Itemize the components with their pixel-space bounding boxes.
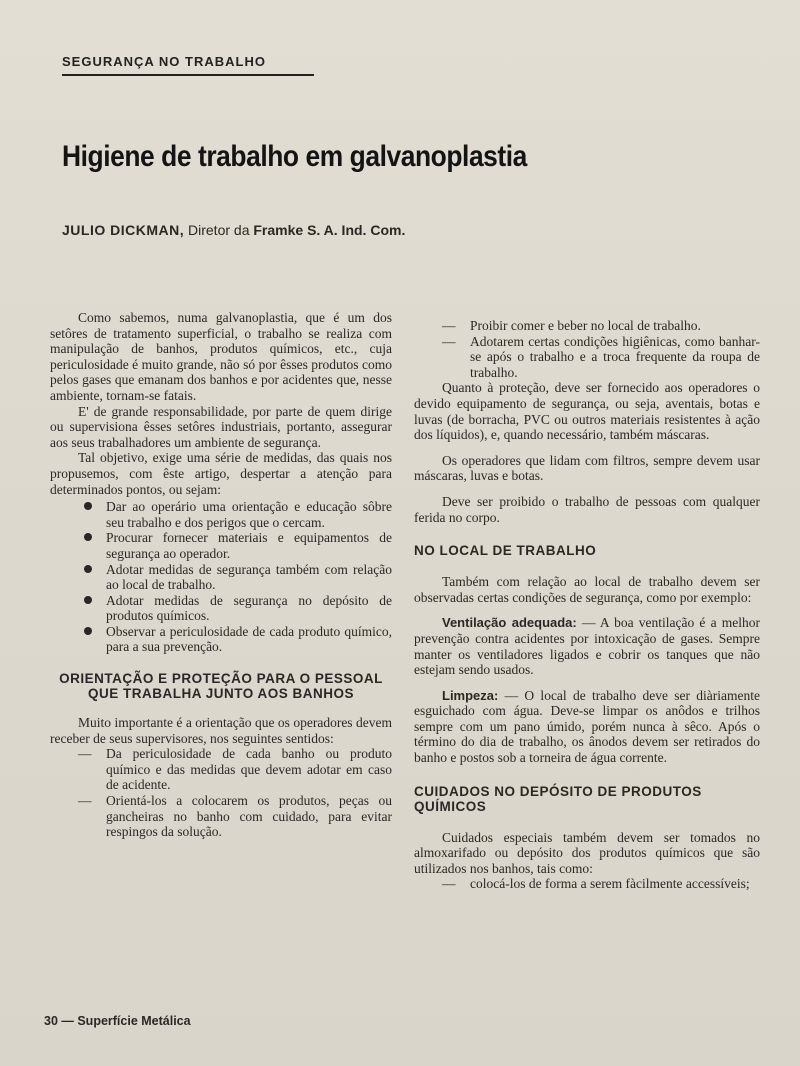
- section-heading: NO LOCAL DE TRABALHO: [414, 543, 597, 559]
- article-title: Higiene de trabalho em galvanoplastia: [62, 140, 527, 173]
- dash-icon: —: [442, 333, 456, 349]
- dash-icon: —: [78, 793, 92, 809]
- dash-list: [414, 318, 760, 380]
- bullet-icon: [84, 627, 92, 635]
- paragraph: Ventilação adequada: — A boa ventilação é a melhor prevenção contra acidentes por intoxicação de gases. Sempre manter os ventiladores ligados e cobrir os tanques que não estejam sendo usados.: [414, 615, 760, 678]
- paragraph-lead: Limpeza:: [442, 687, 499, 703]
- list-item: — Orientá-los a colocarem os produtos, peças ou gancheiras no banho com cuidado, para evitar respingos da solução.: [78, 793, 392, 840]
- dash-icon: —: [442, 318, 456, 333]
- list-item: — colocá-los de forma a serem fàcilmente accessíveis;: [442, 876, 750, 892]
- bullet-list: [50, 499, 392, 655]
- list-item: — Adotarem certas condições higiênicas, como banhar-se após o trabalho e a troca frequente da roupa de trabalho.: [442, 333, 760, 380]
- section-tag: SEGURANÇA NO TRABALHO: [62, 54, 314, 76]
- page-footer: 30 — Superfície Metálica: [44, 1014, 191, 1028]
- paragraph: Limpeza: — O local de trabalho deve ser diàriamente esguichado com água. Deve-se limpar os anôdos e trilhos sempre com um pano úmido, porém nunca à sêco. Após o término do dia de trabalho, os ânodos devem ser retirados do banho e postos sob a torneira de água corrente.: [414, 687, 760, 766]
- dash-icon: —: [78, 746, 92, 762]
- paragraph: Tal objetivo, exige uma série de medidas, das quais nos propusemos, com êste artigo, despertar a atenção para determinados pontos, ou sejam:: [50, 450, 392, 497]
- author-company: Framke S. A. Ind. Com.: [253, 222, 406, 238]
- right-column: [414, 318, 760, 892]
- list-item: Observar a periculosidade de cada produto químico, para a sua prevenção.: [50, 624, 392, 655]
- bullet-icon: [84, 533, 92, 541]
- section-heading: CUIDADOS NO DEPÓSITO DE PRODUTOS QUÍMICOS: [414, 783, 702, 814]
- bullet-icon: [84, 502, 92, 510]
- author-name: JULIO DICKMAN,: [62, 222, 185, 238]
- paragraph: Também com relação ao local de trabalho devem ser observadas certas condições de segurança, como por exemplo:: [414, 574, 760, 605]
- list-item: — Proibir comer e beber no local de trabalho.: [442, 318, 701, 333]
- author-role: Diretor da: [188, 222, 250, 238]
- list-item: — Da periculosidade de cada banho ou produto químico e das medidas que devem adotar em caso de acidente.: [78, 746, 392, 793]
- paragraph: Deve ser proibido o trabalho de pessoas com qualquer ferida no corpo.: [414, 493, 760, 525]
- dash-icon: —: [442, 876, 456, 892]
- paragraph: Quanto à proteção, deve ser fornecido aos operadores o devido equipamento de segurança, ou seja, aventais, botas e luvas (de borracha, PVC ou outros materiais resistentes à ação dos líquidos), e, quando necessário, também máscaras.: [414, 380, 760, 443]
- paragraph: Cuidados especiais também devem ser tomados no almoxarifado ou depósito dos produtos químicos que são utilizados nos banhos, tais como:: [414, 829, 760, 876]
- list-item: Dar ao operário uma orientação e educação sôbre seu trabalho e dos perigos que o cercam.: [50, 499, 392, 530]
- bullet-icon: [84, 565, 92, 573]
- list-item: Adotar medidas de segurança também com relação ao local de trabalho.: [50, 562, 392, 593]
- paragraph: Como sabemos, numa galvanoplastia, que é um dos setôres de tratamento superficial, o trabalho se realiza com manipulação de banhos, produtos químicos, etc., cuja periculosidade é muito grande, não só por êsses produtos como pelos gases que emanam dos banhos e por acidentes que, nesse ambiente, tornam-se fatais.: [50, 310, 392, 403]
- list-item: Adotar medidas de segurança no depósito de produtos químicos.: [50, 593, 392, 624]
- bullet-icon: [84, 596, 92, 604]
- author-line: [62, 222, 405, 238]
- dash-list: [50, 746, 392, 840]
- paragraph: Muito importante é a orientação que os operadores devem receber de seus supervisores, nos seguintes sentidos:: [50, 715, 392, 746]
- paragraph: E' de grande responsabilidade, por parte de quem dirige ou supervisiona êsses setôres industriais, portanto, assegurar aos seus trabalhadores um ambiente de segurança.: [50, 403, 392, 450]
- left-column: [50, 310, 392, 840]
- section-heading: ORIENTAÇÃO E PROTEÇÃO PARA O PESSOAL QUE TRABALHA JUNTO AOS BANHOS: [59, 671, 383, 702]
- paragraph-lead: Ventilação adequada:: [442, 615, 577, 631]
- paragraph: Os operadores que lidam com filtros, sempre devem usar máscaras, luvas e botas.: [414, 452, 760, 484]
- list-item: Procurar fornecer materiais e equipamentos de segurança ao operador.: [50, 530, 392, 561]
- dash-list: [414, 876, 760, 892]
